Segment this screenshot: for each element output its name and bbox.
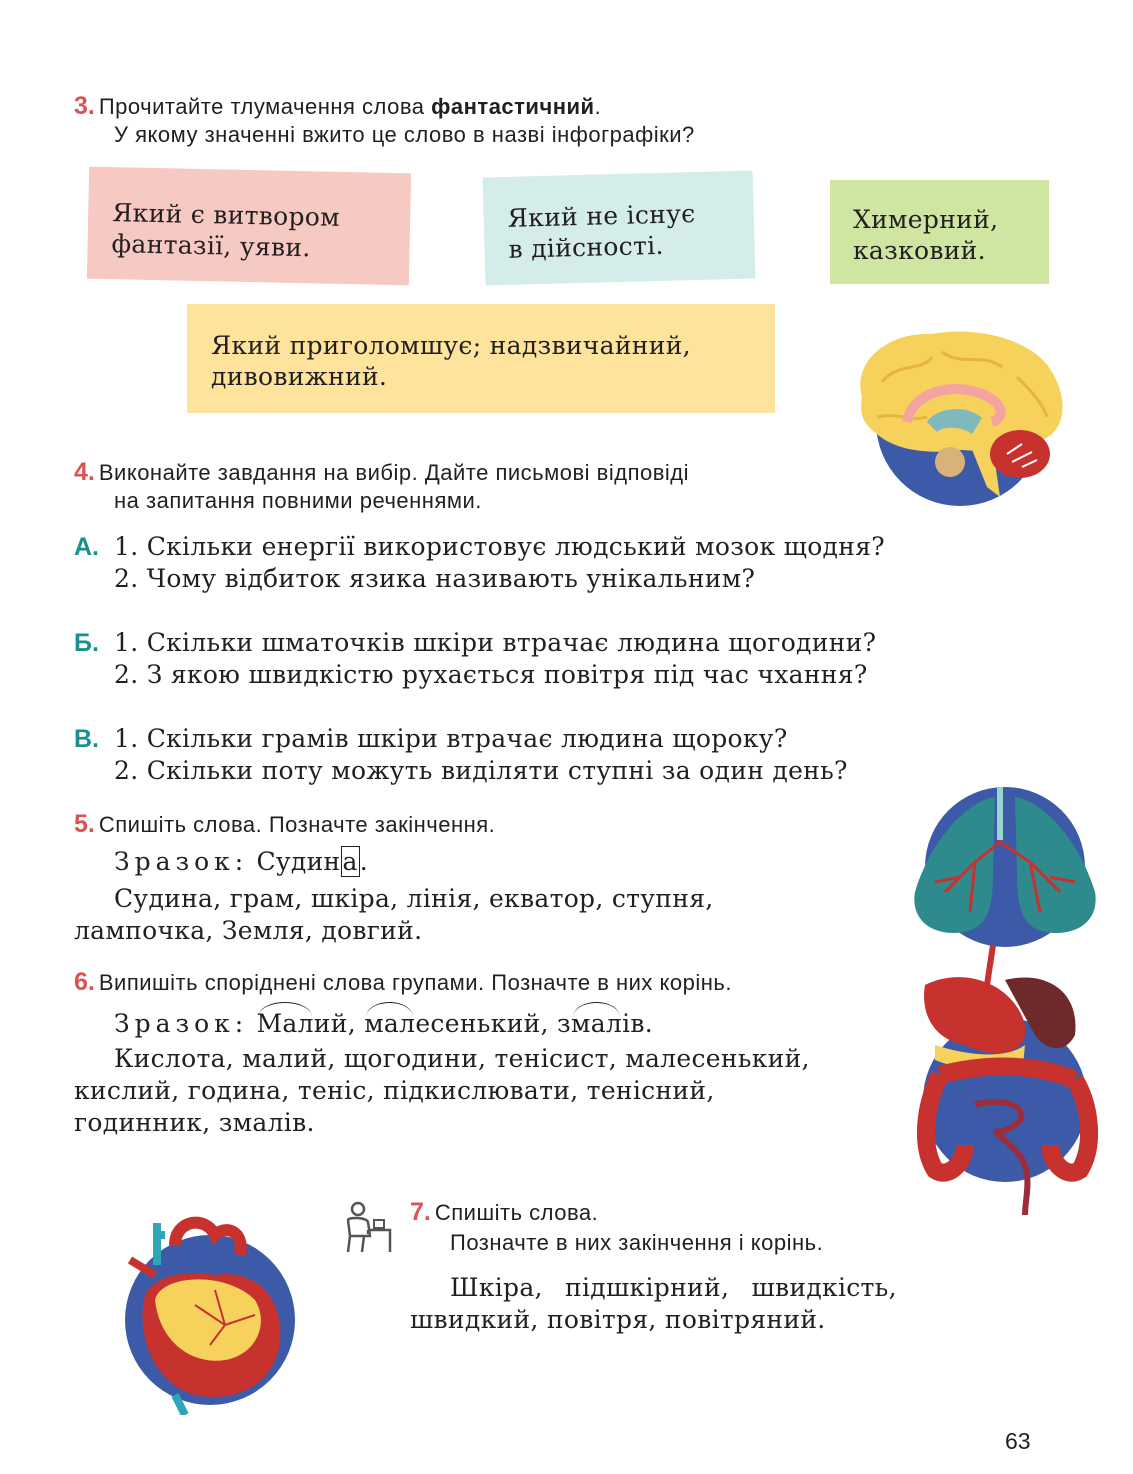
sample-word-stem: Судин (256, 847, 341, 876)
task6-instruction: Випишіть споріднені слова групами. Позначте в них корінь. (98, 970, 732, 995)
definition-card-3: Химерний, казковий. (830, 180, 1049, 284)
task5-instruction: Спишіть слова. Позначте закінчення. (98, 812, 496, 837)
task6-number: 6. (74, 968, 95, 996)
definition-card-2: Який не існує в дійсності. (483, 170, 756, 285)
task6-words-line2: кислий, година, теніс, підкислювати, тенісний, (74, 1076, 715, 1105)
heart-illustration (115, 1215, 300, 1415)
task3-line1: Прочитайте тлумачення слова фантастичний. (98, 94, 602, 119)
task7-header (410, 1198, 598, 1228)
task5-sample: Зразок: Судина. (114, 847, 368, 876)
sample-label: Зразок: (114, 847, 249, 876)
task4-line2: на запитання повними реченнями. (114, 488, 482, 513)
task5-words-line1: Судина, грам, шкіра, лінія, екватор, ступня, (114, 884, 714, 913)
task3-line2: У якому значенні вжито це слово в назві інфографіки? (114, 122, 695, 147)
option-b-q1: 1. Скільки шматочків шкіри втрачає людина щогодини? (114, 628, 877, 657)
task7-number: 7. (410, 1198, 431, 1226)
task4-header (74, 458, 689, 488)
brain-illustration (842, 322, 1072, 512)
task7-words-line1: Шкіра, підшкірний, швидкість, (450, 1273, 897, 1302)
page-number: 63 (1005, 1428, 1031, 1454)
task6-words-line3: годинник, змалів. (74, 1108, 315, 1137)
option-c-letter: В. (74, 725, 99, 753)
option-c-q2: 2. Скільки поту можуть виділяти ступні за один день? (114, 756, 848, 785)
task3-header (74, 92, 874, 122)
task6-header (74, 968, 732, 998)
option-a-letter: А. (74, 533, 99, 561)
student-desk-icon (340, 1200, 394, 1256)
task5-number: 5. (74, 810, 95, 838)
definition-card-4: Який приголомшує; надзвичайний, дивовижний. (187, 304, 775, 413)
sample-label: Зразок: (114, 1009, 249, 1038)
task5-header (74, 810, 495, 840)
task4-number: 4. (74, 458, 95, 486)
option-c-q1: 1. Скільки грамів шкіри втрачає людина щороку? (114, 724, 788, 753)
digestive-illustration (905, 945, 1105, 1225)
lungs-illustration (905, 782, 1100, 952)
task6-sample: Зразок: Малий, малесенький, змалів. (114, 1009, 654, 1038)
task7-words-line2: швидкий, повітря, повітряний. (410, 1305, 826, 1334)
task7-line2: Позначте в них закінчення і корінь. (450, 1230, 824, 1255)
task6-words-line1: Кислота, малий, щогодини, тенісист, малесенький, (114, 1044, 810, 1073)
option-b-letter: Б. (74, 629, 99, 657)
root-mark: мал (570, 1009, 623, 1038)
option-a-q1: 1. Скільки енергії використовує людський мозок щодня? (114, 532, 885, 561)
task7-line1: Спишіть слова. (434, 1200, 599, 1225)
task3-number: 3. (74, 92, 95, 120)
root-mark: мал (364, 1009, 416, 1038)
root-mark: Мал (256, 1009, 314, 1038)
task5-words-line2: лампочка, Земля, довгий. (74, 916, 423, 945)
option-a-q2: 2. Чому відбиток язика називають унікальним? (114, 564, 756, 593)
sample-word-ending: а (342, 847, 358, 876)
definition-card-1: Який є витвором фантазії, уяви. (87, 167, 411, 286)
option-b-q2: 2. З якою швидкістю рухається повітря під час чхання? (114, 660, 868, 689)
task4-line1: Виконайте завдання на вибір. Дайте письмові відповіді (98, 460, 690, 485)
